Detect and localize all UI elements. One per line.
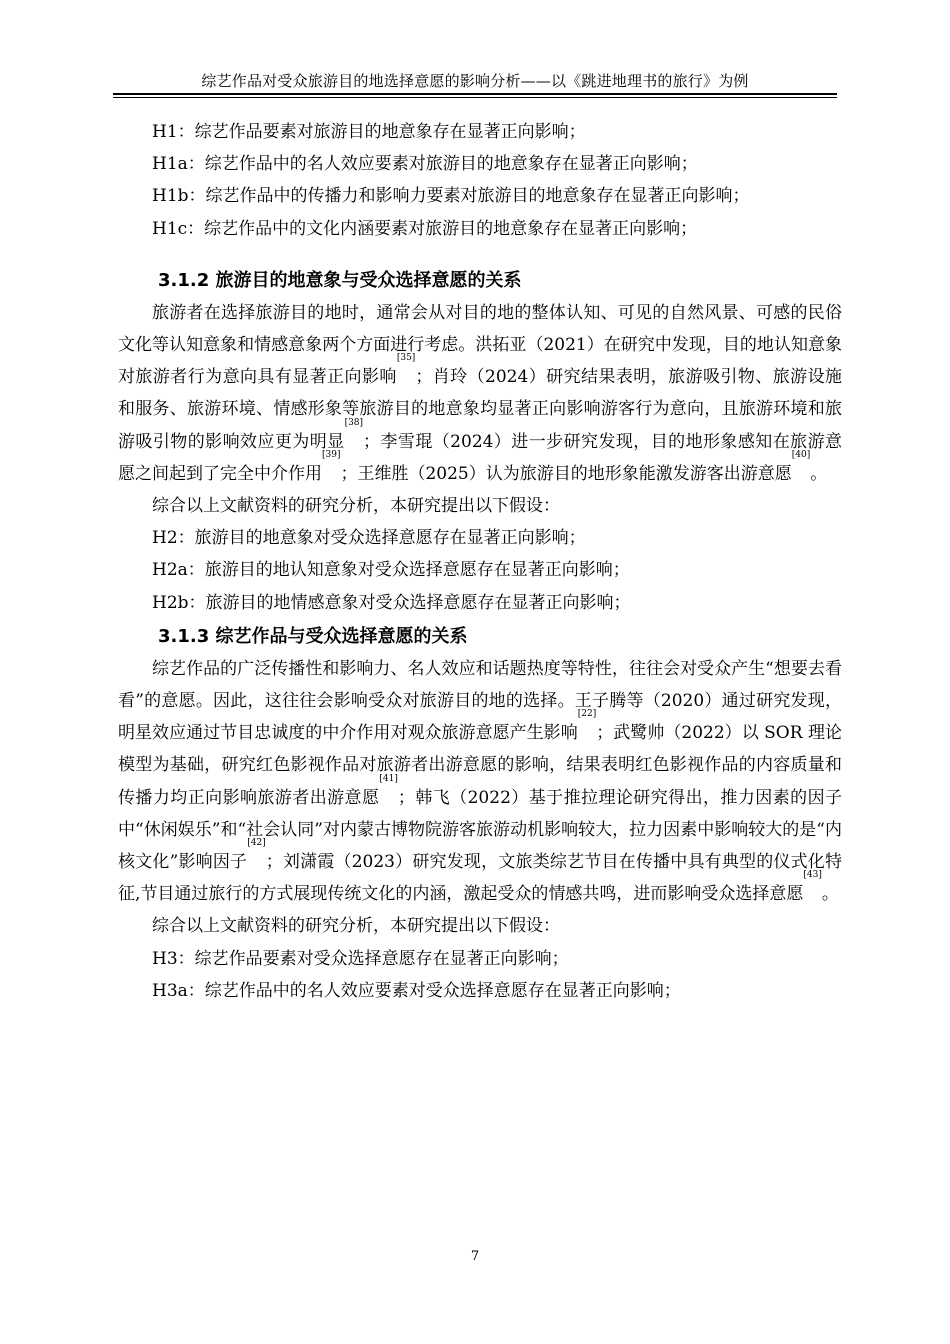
text-run: ；刘潇霞（2023）研究发现，文旅类综艺节目在传播中具有典型的仪式化特征,节目通过旅行的方式展现传统文化的内涵，激起受众的情感共鸣，进而影响受众选择意愿 <box>118 852 842 905</box>
citation-ref: [41] <box>379 773 398 784</box>
text-run: ；李雪琨（2024）进一步研究发现，目的地形象感知在旅游意愿之间起到了完全中介作用 <box>118 431 843 484</box>
hypothesis-h1a: H1a：综艺作品中的名人效应要素对旅游目的地意象存在显著正向影响； <box>152 154 698 175</box>
hypothesis-h2: H2：旅游目的地意象对受众选择意愿存在显著正向影响； <box>152 528 586 549</box>
paragraph-3-1-3-body <box>118 653 842 911</box>
citation-ref: [40] <box>791 449 811 460</box>
hypothesis-h1: H1：综艺作品要素对旅游目的地意象存在显著正向影响； <box>152 122 586 142</box>
citation-ref: [38] <box>344 417 364 428</box>
text-run: 。 <box>810 463 828 484</box>
header-rule <box>113 93 837 95</box>
section-heading-3-1-3: 3.1.3 综艺作品与受众选择意愿的关系 <box>158 625 468 647</box>
hypothesis-h2a: H2a：旅游目的地认知意象对受众选择意愿存在显著正向影响； <box>152 560 630 581</box>
body-content <box>118 116 842 1007</box>
hypothesis-h3: H3：综艺作品要素对受众选择意愿存在显著正向影响； <box>152 948 569 969</box>
citation-ref: [22] <box>577 709 597 720</box>
citation-ref: [43] <box>803 870 822 881</box>
text-run: ；韩飞（2022）基于推拉理论研究得出，推力因素的因子中“休闲娱乐”和“社会认同”对内蒙古博物院游客旅游动机影响较大，拉力因素中影响较大的是“内核文化”影响因子 <box>118 787 843 873</box>
text-run: 。 <box>821 884 839 905</box>
paragraph-3-1-3-summary: 综合以上文献资料的研究分析，本研究提出以下假设： <box>152 916 560 937</box>
section-heading-3-1-2: 3.1.2 旅游目的地意象与受众选择意愿的关系 <box>158 269 522 291</box>
text-run: ；王维胜（2025）认为旅游目的地形象能激发游客出游意愿 <box>340 463 792 484</box>
page-number: 7 <box>470 1249 480 1264</box>
citation-ref: [42] <box>247 838 266 849</box>
running-header: 综艺作品对受众旅游目的地选择意愿的影响分析——以《跳进地理书的旅行》为例 <box>201 72 749 90</box>
paragraph-3-1-2-summary: 综合以上文献资料的研究分析，本研究提出以下假设： <box>152 496 560 517</box>
citation-ref: [35] <box>396 353 416 364</box>
hypothesis-h1b: H1b：综艺作品中的传播力和影响力要素对旅游目的地意象存在显著正向影响； <box>152 186 750 207</box>
text-run: 综艺作品的广泛传播性和影响力、名人效应和话题热度等特性，往往会对受众产生“想要去看看”的意愿。因此，这往往会影响受众对旅游目的地的选择。王子腾等（2020）通过研究发现，明星效应通过节目忠诚度的中介作用对观众旅游意愿产生影响 <box>118 658 842 744</box>
text-run: ；肖玲（2024）研究结果表明，旅游吸引物、旅游设施和服务、旅游环境、情感形象等旅游目的地意象均显著正向影响游客行为意向，且旅游环境和旅游吸引物的影响效应更为明显 <box>118 367 842 452</box>
text-run: 旅游者在选择旅游目的地时，通常会从对目的地的整体认知、可见的自然风景、可感的民俗文化等认知意象和情感意象两个方面进行考虑。洪拓亚（2021）在研究中发现，目的地认知意象对旅游者行为意向具有显著正向影响 <box>118 302 842 388</box>
hypothesis-h2b: H2b：旅游目的地情感意象对受众选择意愿存在显著正向影响； <box>152 592 631 613</box>
citation-ref: [39] <box>322 449 341 460</box>
text-run: ；武鹭帅（2022）以 SOR 理论模型为基础，研究红色影视作品对旅游者出游意愿的影响，结果表明红色影视作品的内容质量和传播力均正向影响旅游者出游意愿 <box>118 723 842 808</box>
paragraph-3-1-2-body <box>118 297 842 490</box>
hypothesis-h3a: H3a：综艺作品中的名人效应要素对受众选择意愿存在显著正向影响； <box>152 980 681 1001</box>
hypothesis-h1c: H1c：综艺作品中的文化内涵要素对旅游目的地意象存在显著正向影响； <box>152 218 698 239</box>
header-rule-thin <box>113 97 837 98</box>
